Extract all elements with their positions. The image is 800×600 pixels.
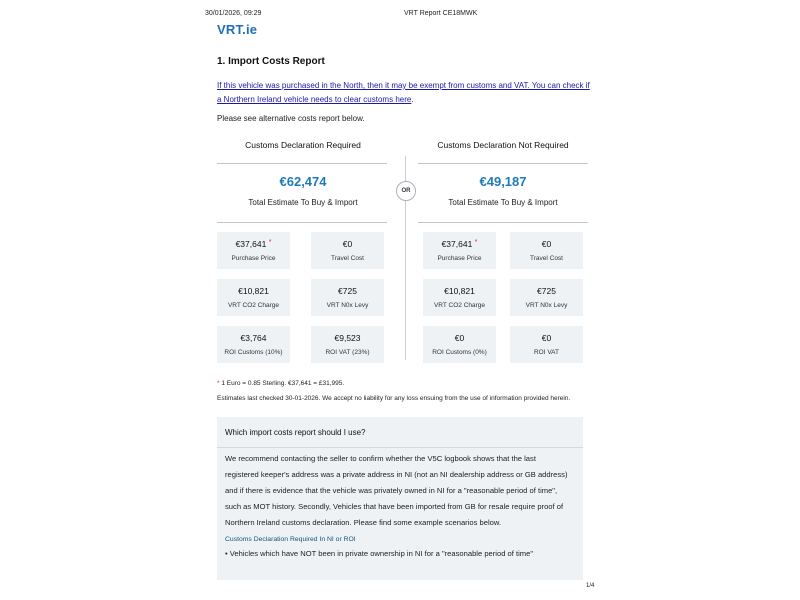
tile-label: ROI VAT (23%) [325, 349, 370, 356]
tile-label: ROI Customs (10%) [224, 349, 283, 356]
tile-label: ROI Customs (0%) [432, 349, 487, 356]
left-total-label: Total Estimate To Buy & Import [248, 198, 358, 207]
right-total-label: Total Estimate To Buy & Import [448, 198, 558, 207]
left-tile-vrt-co2 [217, 279, 290, 316]
intro-tail: . [411, 95, 414, 104]
right-tile-vrt-co2 [423, 279, 496, 316]
right-tile-roi-customs [423, 326, 496, 363]
exchange-rate-footnote [217, 380, 344, 387]
left-tile-travel-cost [311, 232, 384, 269]
section-heading: 1. Import Costs Report [217, 56, 325, 67]
info-line: such as MOT history. Secondly, Vehicles that have been imported from GB for resale require proof of [225, 502, 564, 511]
left-tile-purchase-price [217, 232, 290, 269]
tile-value: €0 [342, 239, 353, 249]
intro-paragraph [217, 79, 597, 107]
tile-value: €3,764 [240, 333, 267, 343]
info-bullet-item: • Vehicles which have NOT been in private ownership in NI for a "reasonable period of time" [225, 549, 534, 558]
page-number: 1/4 [586, 583, 595, 589]
left-column-title: Customs Declaration Required [245, 140, 361, 150]
footnote-text: 1 Euro = 0.85 Sterling. €37,641 = £31,995. [219, 380, 345, 387]
right-total-amount: €49,187 [479, 174, 527, 189]
tile-label: Purchase Price [231, 255, 276, 262]
tile-value: €37,641 [441, 239, 473, 249]
info-line: Northern Ireland customs declaration. Please find some example scenarios below. [225, 518, 502, 527]
info-heading: Which import costs report should I use? [225, 428, 366, 437]
tile-label: Purchase Price [437, 255, 482, 262]
right-tile-vrt-nox [510, 279, 583, 316]
tile-value: €9,523 [334, 333, 361, 343]
info-line: We recommend contacting the seller to confirm whether the V5C logbook shows that the last [225, 454, 536, 463]
right-tile-travel-cost [510, 232, 583, 269]
tile-label: VRT CO2 Charge [227, 302, 280, 309]
tile-label: ROI VAT [533, 349, 560, 356]
print-date: 30/01/2026, 09:29 [205, 10, 262, 17]
intro-link-line1: If this vehicle was purchased in the North, then it may be exempt from customs and VAT. You can check if [217, 81, 590, 90]
right-title-divider [418, 163, 588, 164]
left-total-amount: €62,474 [279, 174, 327, 189]
tile-value: €10,821 [238, 286, 269, 296]
tile-value: €725 [537, 286, 556, 296]
asterisk-mark: * [268, 239, 272, 246]
intro-link-line2: a Northern Ireland vehicle needs to clear customs here [217, 95, 412, 104]
tile-label: Travel Cost [331, 255, 364, 262]
tile-label: VRT N0x Levy [525, 302, 568, 309]
left-tile-roi-vat [311, 326, 384, 363]
info-line: and if there is evidence that the vehicle was privately owned in NI for a "reasonable period of time", [225, 486, 558, 495]
disclaimer-text: Estimates last checked 30-01-2026. We accept no liability for any loss ensuing from the use of information provided herein. [217, 395, 571, 402]
tile-value: €0 [541, 239, 552, 249]
tile-label: VRT CO2 Charge [433, 302, 486, 309]
asterisk-mark: * [217, 380, 220, 387]
right-total-divider [418, 222, 588, 223]
tile-value: €37,641 [235, 239, 267, 249]
left-tile-roi-customs [217, 326, 290, 363]
tile-label: VRT N0x Levy [326, 302, 369, 309]
alternative-note: Please see alternative costs report below. [217, 114, 365, 123]
tile-value: €0 [454, 333, 465, 343]
info-body [225, 451, 580, 531]
right-column-title: Customs Declaration Not Required [437, 140, 569, 150]
right-tile-purchase-price [423, 232, 496, 269]
tile-label: Travel Cost [530, 255, 563, 262]
info-line: registered keeper's address was a private address in NI (not an NI dealership address or GB address) [225, 470, 568, 479]
left-total-divider [217, 222, 387, 223]
left-tile-vrt-nox [311, 279, 384, 316]
left-title-divider [217, 163, 387, 164]
vrt-logo[interactable]: VRT.ie [217, 22, 258, 37]
print-title: VRT Report CE18MWK [404, 10, 478, 17]
print-header [0, 10, 800, 22]
intro-link[interactable] [217, 81, 590, 104]
or-badge: OR [396, 181, 416, 201]
info-divider [217, 447, 583, 448]
which-report-info-box [217, 417, 583, 580]
tile-value: €725 [338, 286, 357, 296]
tile-value: €10,821 [444, 286, 475, 296]
asterisk-mark: * [474, 239, 478, 246]
info-subheading: Customs Declaration Required In NI or ROI [225, 536, 356, 543]
tile-value: €0 [541, 333, 552, 343]
right-tile-roi-vat [510, 326, 583, 363]
